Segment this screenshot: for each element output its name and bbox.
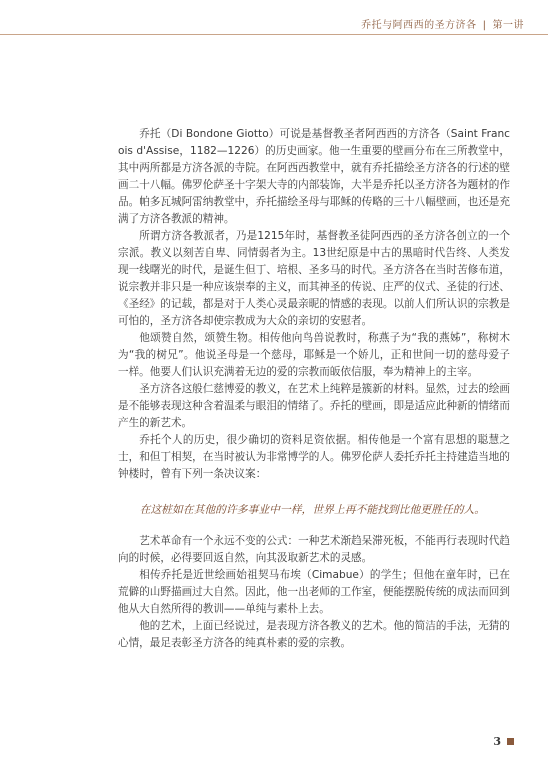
paragraph: 所谓方济各教派者，乃是1215年时，基督教圣徒阿西西的圣方济各创立的一个宗派。教义以刻苦自卑、同情弱者为主。13世纪原是中古的黑暗时代告终、人类发现一线曙光的时代，是诞生但丁、培根、圣多马的时代。圣方济各在当时苦修布道，说宗教并非只是一种应该崇奉的主义，而其神圣的传说、庄严的仪式、圣徒的行述、《圣经》的记载，都是对于人类心灵最亲昵的情感的表现。以前人们所认识的宗教是可怕的，圣方济各却使宗教成为大众的亲切的安慰者。 xyxy=(118,230,510,327)
header-separator: | xyxy=(482,20,487,31)
book-title: 乔托与阿西西的圣方济各 xyxy=(361,20,477,31)
body-text xyxy=(118,126,510,652)
block-quote: 在这桩如在其他的许多事业中一样，世界上再不能找到比他更胜任的人。 xyxy=(139,503,486,516)
paragraph: 圣方济各这般仁慈博爱的教义，在艺术上纯粹是簇新的材料。显然，过去的绘画是不能够表现这种含着温柔与眼泪的情绪了。乔托的壁画，即是适应此种新的情绪而产生的新艺术。 xyxy=(118,383,510,429)
paragraph: 他颂赞自然，颂赞生物。相传他向鸟兽说教时，称燕子为“我的燕姊”，称树木为“我的树兄”。他说圣母是一个慈母，耶稣是一个娇儿，正和世间一切的慈母爱子一样。他要人们认识充满着无边的爱的宗教而皈依信服，奉为精神上的主宰。 xyxy=(118,332,510,378)
running-header xyxy=(361,16,524,31)
paragraph: 艺术革命有一个永远不变的公式：一种艺术渐趋呆滞死板，不能再行表现时代趋向的时候，必得要回返自然，向其汲取新艺术的灵感。 xyxy=(118,535,510,564)
header-rule xyxy=(0,34,548,35)
page-header xyxy=(0,0,548,34)
page-number-text: 3 xyxy=(493,735,501,748)
chapter-label: 第一讲 xyxy=(492,20,524,31)
paragraph: 乔托个人的历史，很少确切的资料足资依据。相传他是一个富有思想的聪慧之士，和但丁相契，在当时被认为非常博学的人。佛罗伦萨人委托乔托主持建造当地的钟楼时，曾有下列一条决议案： xyxy=(118,434,510,480)
paragraph: 他的艺术，上面已经说过，是表现方济各教义的艺术。他的简洁的手法，无猜的心情，最足表彰圣方济各的纯真朴素的爱的宗教。 xyxy=(118,620,510,649)
paragraph: 乔托（Di Bondone Giotto）可说是基督教圣者阿西西的方济各（Saint Francois d'Assise，1182—1226）的历史画家。他一生重要的壁画分布在三所教堂中，其中两所都是方济各派的寺院。在阿西西教堂中，就有乔托描绘圣方济各的行述的壁画二十八幅。佛罗伦萨圣十字架大寺的内部装饰，大半是乔托以圣方济各为题材的作品。帕多瓦城阿雷纳教堂中，乔托描绘圣母与耶稣的传略的三十八幅壁画，也还是充满了方济各教派的精神。 xyxy=(118,128,510,225)
paragraph: 相传乔托是近世绘画始祖契马布埃（Cimabue）的学生；但他在童年时，已在荒僻的山野描画过大自然。因此，他一出老师的工作室，便能摆脱传统的成法而回到他从大自然所得的教训——单纯与素朴上去。 xyxy=(118,569,510,615)
square-marker-icon xyxy=(507,738,514,745)
page-number xyxy=(493,735,514,748)
